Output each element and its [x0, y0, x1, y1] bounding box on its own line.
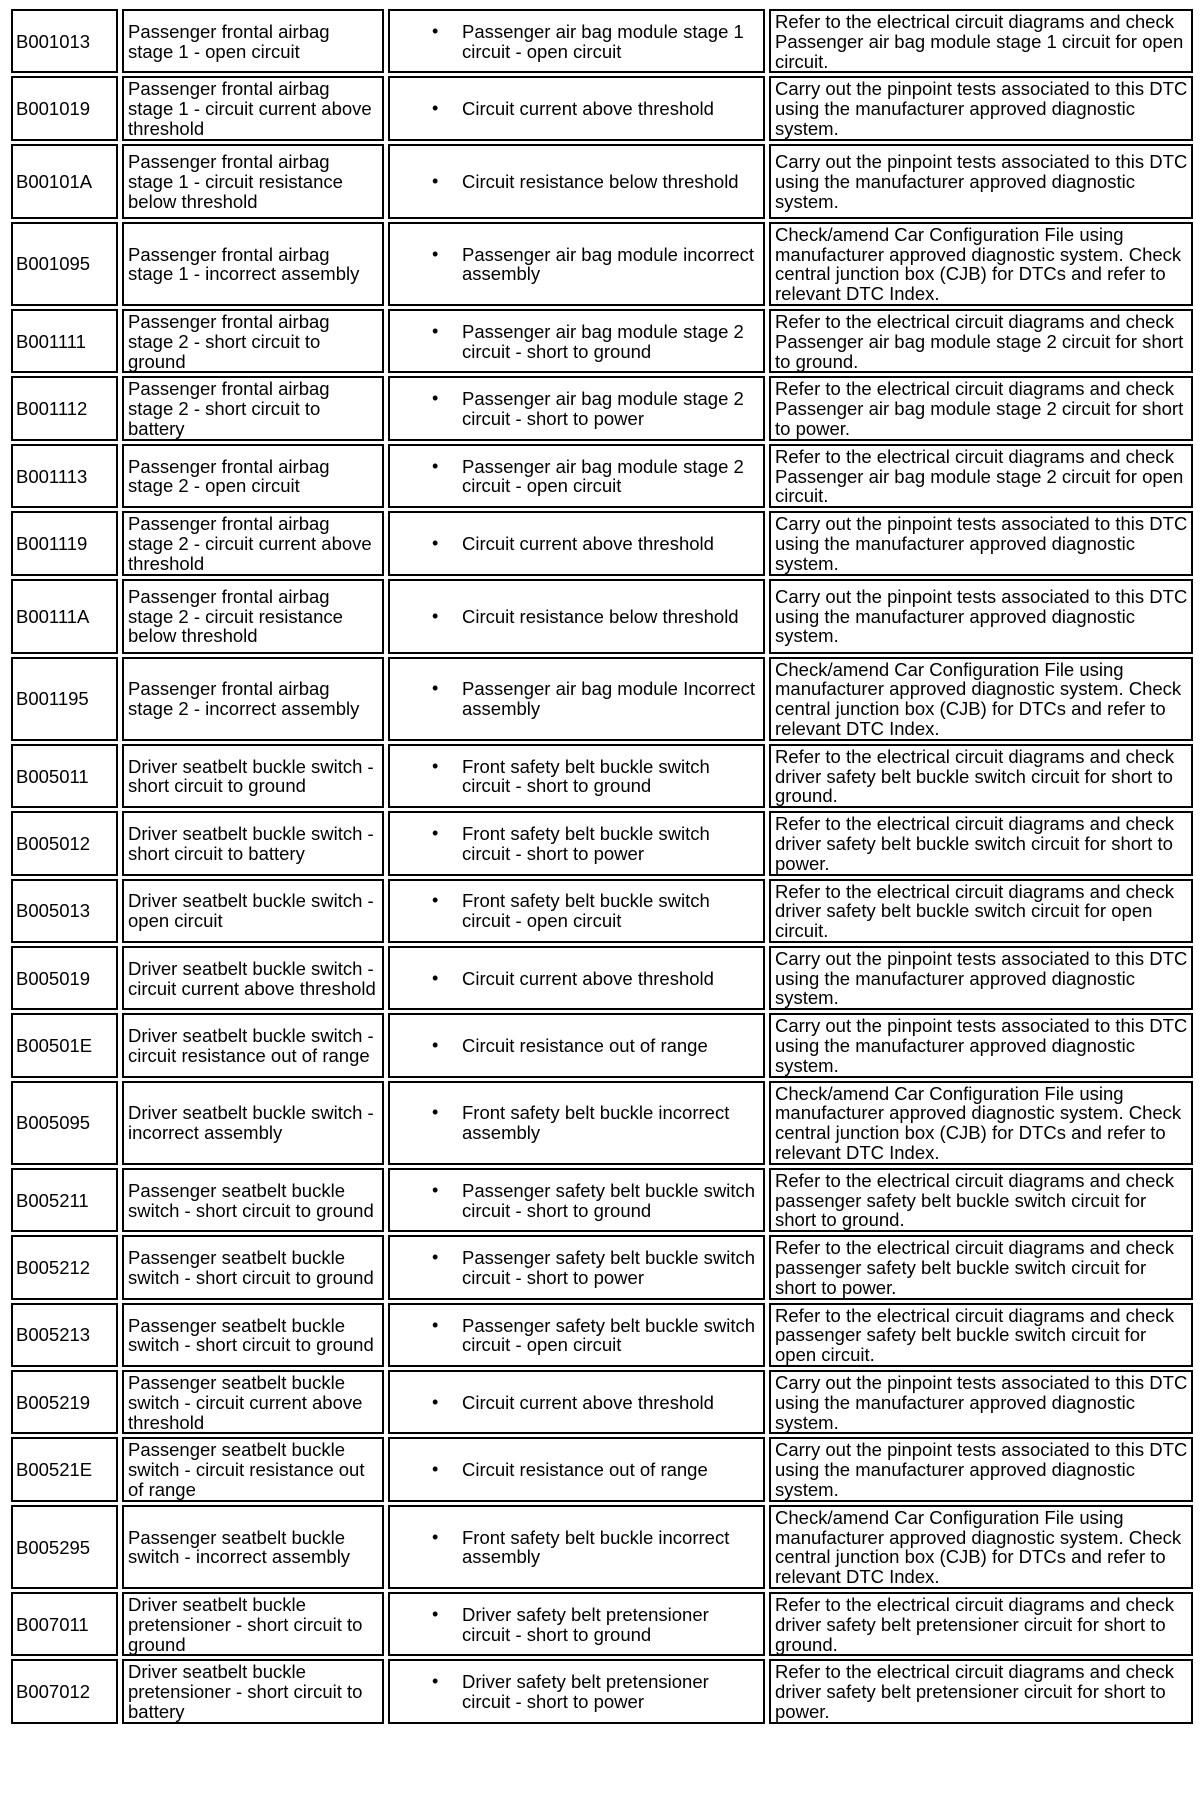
action-cell: Refer to the electrical circuit diagrams and check driver safety belt pretensioner circuit for short to power. [769, 1659, 1193, 1723]
dtc-description-cell: Passenger seatbelt buckle switch - circuit resistance out of range [122, 1437, 384, 1501]
bullet-list-item [400, 969, 760, 989]
table-row [11, 744, 1193, 808]
table-row [11, 1013, 1193, 1077]
bullet-icon: • [432, 605, 439, 626]
possible-cause-cell [388, 1370, 765, 1434]
bullet-icon: • [432, 967, 439, 988]
action-cell: Carry out the pinpoint tests associated to this DTC using the manufacturer approved diagnostic system. [769, 511, 1193, 575]
possible-cause-text: Front safety belt buckle incorrect assembly [462, 1526, 730, 1568]
dtc-description-cell: Passenger frontal airbag stage 1 - incorrect assembly [122, 222, 384, 306]
action-cell: Carry out the pinpoint tests associated to this DTC using the manufacturer approved diagnostic system. [769, 1013, 1193, 1077]
dtc-description-cell: Passenger frontal airbag stage 2 - short circuit to battery [122, 376, 384, 440]
dtc-code-cell: B001113 [11, 444, 118, 508]
possible-cause-cell [388, 222, 765, 306]
bullet-list-item [400, 457, 760, 497]
dtc-code-cell: B001019 [11, 76, 118, 140]
action-cell: Carry out the pinpoint tests associated to this DTC using the manufacturer approved diagnostic system. [769, 76, 1193, 140]
action-cell: Carry out the pinpoint tests associated to this DTC using the manufacturer approved diagnostic system. [769, 1370, 1193, 1434]
bullet-list-item [400, 22, 760, 62]
dtc-description-cell: Passenger frontal airbag stage 2 - circuit current above threshold [122, 511, 384, 575]
table-row [11, 811, 1193, 875]
action-cell: Refer to the electrical circuit diagrams and check driver safety belt buckle switch circuit for short to power. [769, 811, 1193, 875]
table-row [11, 1437, 1193, 1501]
dtc-table [7, 6, 1197, 1727]
bullet-icon: • [432, 532, 439, 553]
bullet-list-item [400, 322, 760, 362]
table-row [11, 946, 1193, 1010]
possible-cause-cell [388, 76, 765, 140]
dtc-code-cell: B001013 [11, 9, 118, 73]
dtc-code-cell: B005295 [11, 1505, 118, 1589]
possible-cause-cell [388, 444, 765, 508]
bullet-icon: • [432, 890, 439, 911]
possible-cause-cell [388, 1168, 765, 1232]
action-cell: Carry out the pinpoint tests associated to this DTC using the manufacturer approved diagnostic system. [769, 1437, 1193, 1501]
possible-cause-text: Passenger air bag module stage 1 circuit - open circuit [462, 20, 744, 62]
action-cell: Refer to the electrical circuit diagrams and check passenger safety belt buckle switch circuit for open circuit. [769, 1303, 1193, 1367]
bullet-list-item [400, 389, 760, 429]
table-row [11, 1370, 1193, 1434]
dtc-code-cell: B00111A [11, 579, 118, 654]
action-cell: Refer to the electrical circuit diagrams and check passenger safety belt buckle switch circuit for short to ground. [769, 1168, 1193, 1232]
action-cell: Refer to the electrical circuit diagrams and check passenger safety belt buckle switch circuit for short to power. [769, 1235, 1193, 1299]
dtc-code-cell: B005212 [11, 1235, 118, 1299]
dtc-code-cell: B005213 [11, 1303, 118, 1367]
action-cell: Check/amend Car Configuration File using manufacturer approved diagnostic system. Check central junction box (CJB) for DTCs and refer to relevant DTC Index. [769, 222, 1193, 306]
bullet-list-item [400, 1036, 760, 1056]
possible-cause-text: Passenger air bag module stage 2 circuit - short to ground [462, 320, 744, 362]
table-row [11, 76, 1193, 140]
dtc-code-cell: B001195 [11, 657, 118, 741]
dtc-code-cell: B001111 [11, 309, 118, 373]
dtc-description-cell: Passenger frontal airbag stage 1 - circuit current above threshold [122, 76, 384, 140]
possible-cause-text: Circuit current above threshold [462, 1391, 714, 1413]
dtc-code-cell: B00501E [11, 1013, 118, 1077]
dtc-description-cell: Passenger frontal airbag stage 2 - short circuit to ground [122, 309, 384, 373]
bullet-icon: • [432, 20, 439, 41]
possible-cause-text: Circuit current above threshold [462, 532, 714, 554]
possible-cause-text: Passenger safety belt buckle switch circuit - short to power [462, 1247, 756, 1288]
bullet-list-item [400, 534, 760, 554]
bullet-list-item [400, 1528, 760, 1568]
possible-cause-cell [388, 1235, 765, 1299]
possible-cause-cell [388, 946, 765, 1010]
possible-cause-cell [388, 1505, 765, 1589]
bullet-list-item [400, 1460, 760, 1480]
bullet-icon: • [432, 1391, 439, 1412]
dtc-description-cell: Driver seatbelt buckle switch - short circuit to ground [122, 744, 384, 808]
dtc-description-cell: Driver seatbelt buckle switch - incorrect assembly [122, 1081, 384, 1165]
possible-cause-text: Passenger air bag module stage 2 circuit - open circuit [462, 455, 744, 497]
dtc-description-cell: Driver seatbelt buckle switch - circuit current above threshold [122, 946, 384, 1010]
dtc-code-cell: B007011 [11, 1592, 118, 1656]
dtc-description-cell: Driver seatbelt buckle switch - circuit resistance out of range [122, 1013, 384, 1077]
possible-cause-text: Front safety belt buckle switch circuit - open circuit [462, 890, 710, 932]
action-cell: Check/amend Car Configuration File using manufacturer approved diagnostic system. Check central junction box (CJB) for DTCs and refer to relevant DTC Index. [769, 1081, 1193, 1165]
dtc-description-cell: Passenger frontal airbag stage 2 - open circuit [122, 444, 384, 508]
dtc-description-cell: Passenger seatbelt buckle switch - circuit current above threshold [122, 1370, 384, 1434]
bullet-list-item [400, 245, 760, 285]
table-row [11, 309, 1193, 373]
action-cell: Refer to the electrical circuit diagrams and check Passenger air bag module stage 2 circuit for open circuit. [769, 444, 1193, 508]
bullet-icon: • [432, 98, 439, 119]
possible-cause-text: Circuit resistance below threshold [462, 605, 739, 627]
possible-cause-text: Circuit resistance below threshold [462, 170, 739, 192]
bullet-list-item [400, 757, 760, 797]
dtc-description-cell: Driver seatbelt buckle pretensioner - short circuit to ground [122, 1592, 384, 1656]
dtc-table-body [11, 9, 1193, 1724]
bullet-icon: • [432, 678, 439, 699]
dtc-code-cell: B001112 [11, 376, 118, 440]
possible-cause-text: Front safety belt buckle incorrect assembly [462, 1102, 730, 1144]
possible-cause-cell [388, 511, 765, 575]
bullet-list-item [400, 679, 760, 719]
dtc-description-cell: Driver seatbelt buckle pretensioner - short circuit to battery [122, 1659, 384, 1723]
bullet-list-item [400, 1103, 760, 1143]
bullet-icon: • [432, 320, 439, 341]
possible-cause-text: Circuit resistance out of range [462, 1459, 708, 1481]
possible-cause-text: Passenger safety belt buckle switch circuit - open circuit [462, 1314, 756, 1356]
action-cell: Refer to the electrical circuit diagrams and check Passenger air bag module stage 2 circuit for short to ground. [769, 309, 1193, 373]
dtc-description-cell: Passenger frontal airbag stage 2 - incorrect assembly [122, 657, 384, 741]
dtc-code-cell: B007012 [11, 1659, 118, 1723]
table-row [11, 511, 1193, 575]
action-cell: Refer to the electrical circuit diagrams and check Passenger air bag module stage 1 circuit for open circuit. [769, 9, 1193, 73]
table-row [11, 1303, 1193, 1367]
bullet-icon: • [432, 1603, 439, 1624]
dtc-code-cell: B005219 [11, 1370, 118, 1434]
possible-cause-cell [388, 1592, 765, 1656]
possible-cause-cell [388, 1081, 765, 1165]
dtc-code-cell: B001095 [11, 222, 118, 306]
action-cell: Refer to the electrical circuit diagrams and check Passenger air bag module stage 2 circuit for short to power. [769, 376, 1193, 440]
dtc-table-container [11, 9, 1193, 1724]
action-cell: Refer to the electrical circuit diagrams and check driver safety belt pretensioner circuit for short to ground. [769, 1592, 1193, 1656]
bullet-list-item [400, 1316, 760, 1356]
bullet-icon: • [432, 170, 439, 191]
table-row [11, 1659, 1193, 1723]
dtc-description-cell: Passenger frontal airbag stage 1 - open circuit [122, 9, 384, 73]
bullet-list-item [400, 607, 760, 627]
bullet-list-item [400, 1181, 760, 1221]
bullet-list-item [400, 172, 760, 192]
dtc-code-cell: B00521E [11, 1437, 118, 1501]
dtc-code-cell: B005019 [11, 946, 118, 1010]
table-row [11, 144, 1193, 219]
possible-cause-text: Passenger air bag module stage 2 circuit - short to power [462, 388, 744, 430]
bullet-icon: • [432, 243, 439, 264]
table-row [11, 879, 1193, 943]
table-row [11, 579, 1193, 654]
bullet-icon: • [432, 1102, 439, 1123]
dtc-description-cell: Driver seatbelt buckle switch - open circuit [122, 879, 384, 943]
possible-cause-cell [388, 376, 765, 440]
bullet-list-item [400, 1393, 760, 1413]
bullet-icon: • [432, 455, 439, 476]
dtc-description-cell: Passenger seatbelt buckle switch - short circuit to ground [122, 1168, 384, 1232]
table-row [11, 1235, 1193, 1299]
possible-cause-cell [388, 144, 765, 219]
bullet-icon: • [432, 388, 439, 409]
action-cell: Check/amend Car Configuration File using manufacturer approved diagnostic system. Check central junction box (CJB) for DTCs and refer to relevant DTC Index. [769, 1505, 1193, 1589]
possible-cause-cell [388, 309, 765, 373]
table-row [11, 222, 1193, 306]
action-cell: Carry out the pinpoint tests associated to this DTC using the manufacturer approved diagnostic system. [769, 946, 1193, 1010]
table-row [11, 1505, 1193, 1589]
bullet-list-item [400, 1672, 760, 1712]
table-row [11, 9, 1193, 73]
dtc-description-cell: Passenger frontal airbag stage 1 - circuit resistance below threshold [122, 144, 384, 219]
action-cell: Check/amend Car Configuration File using manufacturer approved diagnostic system. Check central junction box (CJB) for DTCs and refer to relevant DTC Index. [769, 657, 1193, 741]
possible-cause-text: Front safety belt buckle switch circuit - short to ground [462, 755, 710, 797]
possible-cause-text: Driver safety belt pretensioner circuit - short to power [462, 1671, 709, 1713]
dtc-code-cell: B005011 [11, 744, 118, 808]
action-cell: Refer to the electrical circuit diagrams and check driver safety belt buckle switch circuit for short to ground. [769, 744, 1193, 808]
table-row [11, 657, 1193, 741]
bullet-icon: • [432, 1459, 439, 1480]
bullet-icon: • [432, 1314, 439, 1335]
dtc-code-cell: B00101A [11, 144, 118, 219]
possible-cause-cell [388, 1013, 765, 1077]
bullet-list-item [400, 1605, 760, 1645]
dtc-description-cell: Passenger seatbelt buckle switch - incorrect assembly [122, 1505, 384, 1589]
possible-cause-text: Passenger air bag module Incorrect assembly [462, 678, 756, 720]
possible-cause-cell [388, 1303, 765, 1367]
bullet-list-item [400, 891, 760, 931]
bullet-icon: • [432, 1526, 439, 1547]
bullet-icon: • [432, 1179, 439, 1200]
dtc-code-cell: B005013 [11, 879, 118, 943]
dtc-description-cell: Driver seatbelt buckle switch - short circuit to battery [122, 811, 384, 875]
table-row [11, 1168, 1193, 1232]
table-row [11, 1592, 1193, 1656]
bullet-icon: • [432, 823, 439, 843]
dtc-description-cell: Passenger frontal airbag stage 2 - circuit resistance below threshold [122, 579, 384, 654]
dtc-code-cell: B005211 [11, 1168, 118, 1232]
possible-cause-text: Circuit current above threshold [462, 967, 714, 989]
dtc-description-cell: Passenger seatbelt buckle switch - short circuit to ground [122, 1235, 384, 1299]
bullet-list-item [400, 824, 760, 864]
possible-cause-text: Circuit resistance out of range [462, 1035, 708, 1057]
table-row [11, 1081, 1193, 1165]
dtc-code-cell: B005095 [11, 1081, 118, 1165]
action-cell: Refer to the electrical circuit diagrams and check driver safety belt buckle switch circuit for open circuit. [769, 879, 1193, 943]
bullet-icon: • [432, 1247, 439, 1268]
possible-cause-cell [388, 744, 765, 808]
possible-cause-cell [388, 1437, 765, 1501]
possible-cause-text: Driver safety belt pretensioner circuit - short to ground [462, 1603, 709, 1645]
dtc-code-cell: B001119 [11, 511, 118, 575]
dtc-code-cell: B005012 [11, 811, 118, 875]
possible-cause-cell [388, 9, 765, 73]
possible-cause-text: Front safety belt buckle switch circuit - short to power [462, 823, 710, 864]
possible-cause-cell [388, 579, 765, 654]
bullet-icon: • [432, 755, 439, 776]
bullet-list-item [400, 1248, 760, 1288]
bullet-icon: • [432, 1671, 439, 1692]
bullet-icon: • [432, 1035, 439, 1056]
table-row [11, 376, 1193, 440]
action-cell: Carry out the pinpoint tests associated to this DTC using the manufacturer approved diagnostic system. [769, 144, 1193, 219]
possible-cause-cell [388, 1659, 765, 1723]
possible-cause-cell [388, 879, 765, 943]
possible-cause-text: Passenger safety belt buckle switch circuit - short to ground [462, 1179, 756, 1221]
action-cell: Carry out the pinpoint tests associated to this DTC using the manufacturer approved diagnostic system. [769, 579, 1193, 654]
bullet-list-item [400, 99, 760, 119]
possible-cause-text: Circuit current above threshold [462, 98, 714, 120]
possible-cause-cell [388, 657, 765, 741]
dtc-description-cell: Passenger seatbelt buckle switch - short circuit to ground [122, 1303, 384, 1367]
table-row [11, 444, 1193, 508]
possible-cause-text: Passenger air bag module incorrect assembly [462, 243, 755, 285]
possible-cause-cell [388, 811, 765, 875]
